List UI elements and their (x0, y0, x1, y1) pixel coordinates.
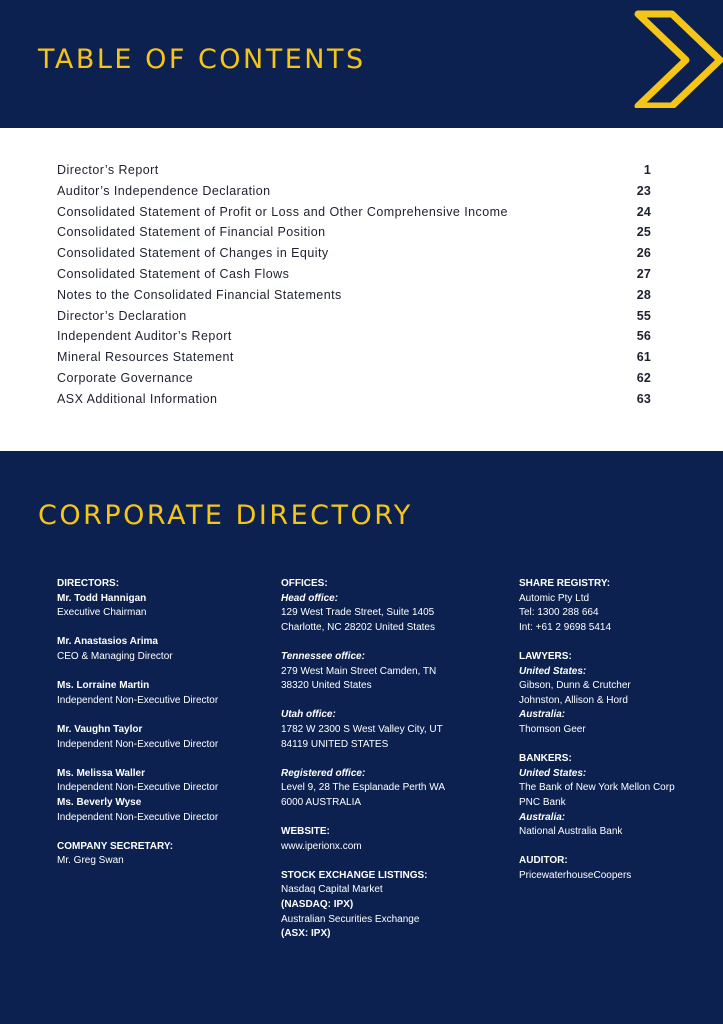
director-role: Independent Non-Executive Director (57, 738, 219, 750)
company-secretary-heading: COMPANY SECRETARY: (57, 840, 174, 852)
toc-entry-page: 1 (643, 163, 651, 177)
toc-entry-page: 63 (636, 391, 651, 406)
toc-entry[interactable] (57, 163, 651, 184)
registry-intl: Int: +61 2 9698 5414 (519, 621, 612, 633)
auditor-heading: AUDITOR: (519, 855, 568, 867)
head-office-label: Head office: (281, 592, 339, 604)
toc-entry-label: Consolidated Statement of Profit or Loss and Other Comprehensive Income (57, 204, 508, 219)
listing-exchange: Australian Securities Exchange (281, 913, 420, 925)
director-role: Independent Non-Executive Director (57, 694, 219, 706)
registered-office-line: 6000 AUSTRALIA (281, 796, 362, 808)
director-role: CEO & Managing Director (57, 650, 173, 662)
tennessee-office-line: 279 West Main Street Camden, TN (281, 665, 437, 677)
lawyers-au-label: Australia: (519, 709, 566, 721)
head-office-line: 129 West Trade Street, Suite 1405 (281, 607, 435, 619)
services-column (519, 577, 719, 883)
tennessee-office-label: Tennessee office: (281, 650, 365, 662)
director-name: Ms. Melissa Waller (57, 767, 145, 779)
toc-entry-page: 26 (636, 246, 651, 261)
toc-entry[interactable] (57, 225, 651, 246)
toc-entry-page: 25 (636, 225, 651, 240)
director-name: Ms. Lorraine Martin (57, 680, 150, 692)
toc-entry[interactable] (57, 205, 651, 226)
toc-entry-label: Consolidated Statement of Cash Flows (57, 266, 290, 281)
toc-entry-label: Consolidated Statement of Changes in Equity (57, 246, 329, 261)
toc-entry-page: 27 (636, 266, 651, 281)
toc-entry-label: ASX Additional Information (57, 391, 218, 406)
toc-entry[interactable] (57, 288, 651, 309)
lawyers-heading: LAWYERS: (519, 650, 572, 662)
bankers-heading: BANKERS: (519, 753, 572, 765)
lawyer-firm: Johnston, Allison & Hord (519, 694, 628, 706)
registry-tel: Tel: 1300 288 664 (519, 607, 599, 619)
bank-name: The Bank of New York Mellon Corp (519, 782, 675, 794)
directors-column (57, 577, 272, 869)
toc-entry-label: Independent Auditor’s Report (57, 329, 232, 344)
utah-office-label: Utah office: (281, 709, 336, 721)
website-link[interactable]: www.iperionx.com (281, 840, 362, 852)
offices-column (281, 577, 501, 942)
toc-entry-page: 56 (636, 329, 651, 344)
registered-office-label: Registered office: (281, 767, 366, 779)
lawyer-firm: Thomson Geer (519, 723, 586, 735)
directory-title: CORPORATE DIRECTORY (38, 500, 413, 531)
toc-entry-page: 28 (636, 287, 651, 302)
toc-entry[interactable] (57, 329, 651, 350)
offices-heading: OFFICES: (281, 578, 328, 589)
toc-entry[interactable] (57, 246, 651, 267)
toc-entry-label: Mineral Resources Statement (57, 350, 234, 365)
lawyer-firm: Gibson, Dunn & Crutcher (519, 680, 631, 692)
registered-office-line: Level 9, 28 The Esplanade Perth WA (281, 782, 445, 794)
director-role: Independent Non-Executive Director (57, 811, 219, 823)
toc-entry-label: Auditor’s Independence Declaration (57, 183, 271, 198)
website-heading: WEBSITE: (281, 826, 330, 838)
registry-heading: SHARE REGISTRY: (519, 578, 611, 589)
bankers-us-label: United States: (519, 767, 587, 779)
toc-entry-page: 55 (636, 308, 651, 323)
toc-list (57, 163, 651, 413)
tennessee-office-line: 38320 United States (281, 680, 372, 692)
director-name: Mr. Vaughn Taylor (57, 723, 143, 735)
auditor-name: PricewaterhouseCoopers (519, 869, 632, 881)
listing-code: (NASDAQ: IPX) (281, 899, 354, 911)
toc-entry-label: Consolidated Statement of Financial Position (57, 225, 326, 240)
brand-chevron-logo (630, 8, 723, 108)
bank-name: National Australia Bank (519, 826, 623, 838)
utah-office-line: 84119 UNITED STATES (281, 738, 389, 750)
toc-entry-page: 61 (636, 350, 651, 365)
bankers-au-label: Australia: (519, 811, 566, 823)
director-role: Executive Chairman (57, 607, 147, 619)
registry-name: Automic Pty Ltd (519, 592, 590, 604)
listing-code: (ASX: IPX) (281, 928, 331, 940)
toc-title: TABLE OF CONTENTS (38, 44, 366, 75)
toc-entry-label: Director’s Report (57, 163, 159, 177)
bank-name: PNC Bank (519, 796, 566, 808)
toc-entry-label: Corporate Governance (57, 370, 194, 385)
toc-entry[interactable] (57, 267, 651, 288)
toc-entry-label: Director’s Declaration (57, 308, 187, 323)
toc-entry-page: 62 (636, 370, 651, 385)
toc-entry-page: 24 (636, 204, 651, 219)
director-name: Mr. Anastasios Arima (57, 636, 158, 648)
toc-entry[interactable] (57, 371, 651, 392)
toc-entry[interactable] (57, 350, 651, 371)
listings-heading: STOCK EXCHANGE LISTINGS: (281, 869, 428, 881)
toc-entry-label: Notes to the Consolidated Financial Statements (57, 287, 342, 302)
toc-entry[interactable] (57, 309, 651, 330)
head-office-line: Charlotte, NC 28202 United States (281, 621, 435, 633)
director-role: Independent Non-Executive Director (57, 782, 219, 794)
toc-entry[interactable] (57, 392, 651, 413)
utah-office-line: 1782 W 2300 S West Valley City, UT (281, 723, 443, 735)
toc-entry-page: 23 (636, 183, 651, 198)
toc-entry[interactable] (57, 184, 651, 205)
director-name: Ms. Beverly Wyse (57, 796, 142, 808)
company-secretary-name: Mr. Greg Swan (57, 855, 124, 867)
lawyers-us-label: United States: (519, 665, 587, 677)
listing-exchange: Nasdaq Capital Market (281, 884, 383, 896)
director-name: Mr. Todd Hannigan (57, 592, 147, 604)
directors-heading: DIRECTORS: (57, 578, 120, 589)
